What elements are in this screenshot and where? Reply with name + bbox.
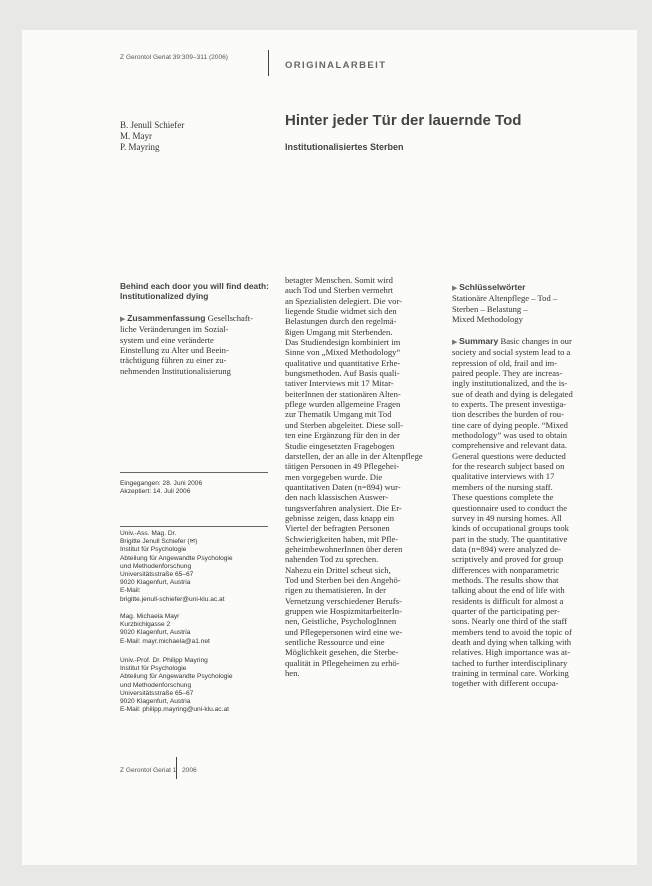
abstract-line: an Spezialisten delegiert. Die vor- (285, 295, 402, 306)
abstract-line: auch Tod und Sterben vermehrt (285, 285, 394, 296)
address-block-2 (120, 613, 210, 646)
abstract-line: betagter Menschen. Somit wird (285, 275, 393, 285)
summary-line: training in terminal care. Working (452, 668, 569, 678)
summary-line: talking about the end of life with (452, 585, 565, 596)
english-title (120, 281, 269, 301)
address-line: und Methodenforschung (120, 681, 192, 689)
summary-line: differences with nonparametric (452, 564, 560, 575)
abstract-line: Gesellschaft- (207, 313, 253, 323)
summary-line: Basic changes in our (500, 336, 572, 346)
abstract-line: Viertel der befragten Personen (285, 523, 390, 534)
author: P. Mayring (120, 142, 160, 152)
abstract-line: gruppen wie HospizmitarbeiterIn- (285, 606, 402, 616)
address-line: Univ.-Prof. Dr. Philipp Mayring (120, 657, 208, 664)
abstract-line: Schwierigkeiten haben, mit Pfle- (285, 533, 399, 544)
abstract-line: sentliche Ressource und eine (285, 637, 385, 648)
abstract-line: qualitative und quantitative Erhe- (285, 357, 401, 368)
address-line: Abteilung für Angewandte Psychologie (120, 673, 233, 681)
summary-line: tached to further interdisciplinary (452, 657, 568, 668)
abstract-line: qualität in Pflegeheimen zu erhö- (285, 657, 400, 668)
summary-line: members tend to avoid the topic of (452, 626, 572, 637)
journal-line: Z Gerontol Geriat 39:309–311 (2006) (120, 54, 229, 61)
abstract-line: rigen zu thematisieren. In der (285, 585, 386, 596)
footer-journal: Z Gerontol Geriat 1 (120, 767, 177, 774)
summary-line: data (n=894) were analyzed de- (452, 543, 561, 554)
summary-line: together with different occupa- (452, 678, 559, 689)
abstract-line: bungsmethoden. Auf Basis quali- (285, 368, 400, 379)
footer-year: 2006 (182, 767, 197, 774)
header-divider (268, 50, 269, 76)
abstract-line: liche Veränderungen im Sozial- (120, 324, 229, 335)
summary-line: These questions complete the (452, 492, 554, 503)
summary-line: survey in 49 nursing homes. All (452, 512, 562, 523)
keywords-heading: Schlüsselwörter (459, 282, 526, 292)
address-line: und Methodenforschung (120, 562, 192, 570)
summary-line: paired people. They are increas- (452, 368, 563, 379)
summary-line: questionnaire used to conduct the (452, 502, 568, 513)
author: M. Mayr (120, 131, 152, 141)
abstract-line: nen, Geistliche, PsychologInnen (285, 616, 397, 627)
summary-line: qualitative interviews with 17 (452, 471, 555, 482)
abstract-line: Nahezu ein Drittel scheut sich, (285, 564, 391, 575)
abstract-line: und Pflegepersonen wird eine we- (285, 626, 403, 637)
abstract-line: Vernetzung verschiedener Berufs- (285, 595, 402, 606)
address-line: 9020 Klagenfurt, Austria (120, 629, 191, 637)
article-title: Hinter jeder Tür der lauernde Tod (285, 112, 522, 129)
address-line: Mag. Michaela Mayr (120, 613, 180, 620)
address-line: Institut für Psychologie (120, 546, 187, 554)
summary-line: sons. Nearly one third of the staff (452, 616, 568, 627)
zusammenfassung-heading: Zusammenfassung (127, 313, 206, 323)
summary-line: to experts. The present investiga- (452, 399, 567, 410)
page-footer (120, 767, 176, 775)
abstract-line: Einstellung zu Alter und Beein- (120, 345, 229, 356)
section-label: ORIGINALARBEIT (285, 60, 387, 71)
summary-line: members of the nursing staff. (452, 481, 553, 492)
abstract-line: hen. (285, 668, 300, 679)
abstract-line: tungsverfahren analysiert. Die Er- (285, 502, 402, 513)
received-dates (120, 480, 202, 496)
section-marker-icon: ▶ (452, 338, 460, 346)
summary-line: death and dying when talking with (452, 636, 572, 647)
received-date: Eingegangen: 28. Juni 2006 (120, 480, 203, 487)
abstract-line: nehmenden Institutionalisierung (120, 365, 231, 376)
abstract-line: Sinne von „Mixed Methodology“ (285, 347, 401, 358)
keyword-line: Sterben – Belastung – (452, 303, 528, 314)
abstract-line: und Sterben abgeleitet. Diese soll- (285, 419, 404, 430)
address-block-1 (120, 530, 233, 604)
journal-citation (120, 54, 228, 62)
address-line: Abteilung für Angewandte Psychologie (120, 554, 233, 562)
address-line: 9020 Klagenfurt, Austria (120, 698, 191, 706)
summary (452, 336, 573, 689)
abstract-line: ßigen Umgang mit Sterbenden. (285, 326, 393, 337)
address-line: Brigitte Jenull Schiefer (✉) (120, 538, 198, 546)
summary-line: General questions were deducted (452, 450, 566, 461)
summary-line: kinds of occupational groups took (452, 523, 569, 534)
abstract-line: pflege wurden allgemeine Fragen (285, 399, 401, 410)
abstract-line: Studie eingesetzten Fragebogen (285, 440, 395, 451)
abstract-line: trächtigung führen zu einer zu- (120, 355, 227, 366)
summary-line: residents is difficult for almost a (452, 595, 564, 606)
abstract-line: Möglichkeit gesehen, die Sterbe- (285, 647, 399, 658)
email-link[interactable]: E-Mail: mayr.michaela@a1.net (120, 637, 210, 645)
summary-line: tine care of dying people. “Mixed (452, 419, 568, 430)
address-line: 9020 Klagenfurt, Austria (120, 579, 191, 587)
english-title-line: Behind each door you will find death: (120, 281, 269, 291)
abstract-line: Belastungen durch den regelmä- (285, 316, 397, 327)
summary-line: for the research subject based on (452, 461, 565, 472)
address-line: Universitätsstraße 65–67 (120, 571, 194, 579)
section-marker-icon: ▶ (120, 315, 128, 323)
keyword-line: Mixed Methodology (452, 314, 523, 325)
abstract-line: nahenden Tod zu sprechen. (285, 554, 379, 565)
english-title-line: Institutionalized dying (120, 291, 209, 301)
summary-line: ingly institutionalized, and the is- (452, 378, 568, 389)
abstract-line: ten eine Ergänzung für den in der (285, 430, 400, 441)
footer-divider (176, 757, 177, 779)
zusammenfassung (120, 313, 253, 376)
abstract-line: men vorgegeben wurde. Die (285, 471, 383, 482)
abstract-line: zur Thematik Umgang mit Tod (285, 409, 392, 420)
article-subtitle: Institutionalisiertes Sterben (285, 142, 404, 152)
article-page (22, 30, 637, 865)
abstract-continued (285, 275, 423, 678)
summary-line: repression of old, frail and im- (452, 357, 558, 368)
accepted-date: Akzeptiert: 14. Juli 2006 (120, 488, 191, 496)
summary-line: comprehensive and relevant data. (452, 440, 568, 451)
keyword-line: Stationäre Altenpflege – Tod – (452, 293, 558, 304)
author: B. Jenull Schiefer (120, 120, 185, 130)
abstract-line: system und eine veränderte (120, 334, 214, 345)
dates-divider (120, 472, 268, 473)
summary-line: methodology” was used to obtain (452, 430, 568, 441)
abstract-line: Tod und Sterben bei den Angehö- (285, 574, 401, 585)
summary-line: scriptively and proved for group (452, 554, 564, 565)
address-block-3 (120, 657, 233, 714)
abstract-line: tativer Interviews mit 17 Mitar- (285, 378, 394, 389)
abstract-line: Das Studiendesign kombiniert im (285, 337, 401, 348)
abstract-line: den nach klassischen Auswer- (285, 492, 389, 503)
summary-line: methods. The results show that (452, 574, 559, 585)
abstract-line: geheimbewohnerInnen über deren (285, 543, 403, 554)
address-line: Univ.-Ass. Mag. Dr. (120, 530, 177, 537)
summary-line: quarter of the participating per- (452, 605, 560, 616)
address-line: Institut für Psychologie (120, 665, 187, 673)
summary-line: relatives. High importance was at- (452, 647, 571, 658)
email-link[interactable]: E-Mail: philipp.mayring@uni-klu.ac.at (120, 706, 229, 714)
address-line: Universitätsstraße 65–67 (120, 689, 194, 697)
section-marker-icon: ▶ (452, 284, 460, 292)
email-link[interactable]: brigitte.jenull-schiefer@uni-klu.ac.at (120, 595, 225, 603)
abstract-line: liegende Studie widmet sich den (285, 306, 397, 317)
abstract-line: gebnisse zeigen, dass knapp ein (285, 512, 395, 523)
summary-line: tion describes the burden of rou- (452, 409, 564, 420)
address-line: E-Mail: (120, 587, 141, 595)
abstract-line: tätigen Personen in 49 Pflegehei- (285, 461, 400, 472)
summary-line: sue of death and dying is delegated (452, 388, 573, 399)
keywords (452, 282, 557, 324)
summary-heading: Summary (459, 336, 499, 346)
abstract-line: darstellen, der an alle in der Altenpflege (285, 450, 423, 461)
abstract-line: quantitativen Daten (n=894) wur- (285, 481, 401, 492)
abstract-line: beiterInnen der stationären Alten- (285, 388, 401, 399)
author-list (120, 120, 184, 153)
address-line: Kurzbichlgasse 2 (120, 621, 171, 629)
address-divider (120, 526, 268, 527)
summary-line: society and social system lead to a (452, 347, 571, 358)
summary-line: part in the study. The quantitative (452, 533, 568, 544)
